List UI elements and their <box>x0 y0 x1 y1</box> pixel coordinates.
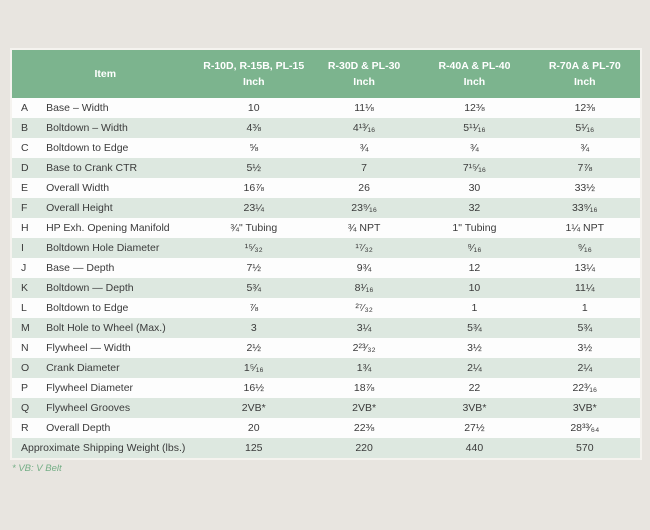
value-cell: 2VB* <box>309 398 419 418</box>
item-header-label: Item <box>94 67 117 80</box>
table-row <box>12 258 640 278</box>
value-cell: 23⁹⁄₁₆ <box>309 198 419 218</box>
table-row <box>12 178 640 198</box>
item-label: Boltdown – Width <box>42 118 198 138</box>
value-cell: 32 <box>419 198 529 218</box>
value-cell: 28³³⁄₆₄ <box>530 418 640 438</box>
value-cell: 1" Tubing <box>419 218 529 238</box>
row-letter: A <box>12 98 42 118</box>
table-row <box>12 358 640 378</box>
value-cell: 27½ <box>419 418 529 438</box>
table-row <box>12 138 640 158</box>
value-cell: 18⅞ <box>309 378 419 398</box>
value-cell: 5½ <box>199 158 309 178</box>
value-cell: 3VB* <box>530 398 640 418</box>
value-cell: 2VB* <box>199 398 309 418</box>
value-cell: 23¼ <box>199 198 309 218</box>
value-cell: 16½ <box>199 378 309 398</box>
value-cell: 5¹¹⁄₁₆ <box>419 118 529 138</box>
value-cell: 440 <box>419 438 529 458</box>
item-label: Boltdown — Depth <box>42 278 198 298</box>
table-row <box>12 198 640 218</box>
value-cell: 33½ <box>530 178 640 198</box>
value-cell: 1 <box>419 298 529 318</box>
item-label: Boltdown to Edge <box>42 138 198 158</box>
table-row <box>12 418 640 438</box>
item-label: Flywheel — Width <box>42 338 198 358</box>
value-cell: 30 <box>419 178 529 198</box>
summary-label: Approximate Shipping Weight (lbs.) <box>12 438 199 458</box>
value-cell: 22⅜ <box>309 418 419 438</box>
value-cell: 2¼ <box>530 358 640 378</box>
value-cell: ⅝ <box>199 138 309 158</box>
row-letter: C <box>12 138 42 158</box>
value-cell: 9¾ <box>309 258 419 278</box>
value-cell: 4⅜ <box>199 118 309 138</box>
value-cell: 16⅞ <box>199 178 309 198</box>
row-letter: P <box>12 378 42 398</box>
value-cell: ²⁷⁄₃₂ <box>309 298 419 318</box>
table-row <box>12 118 640 138</box>
row-letter: B <box>12 118 42 138</box>
column-header-r70a <box>530 50 640 98</box>
table-row <box>12 218 640 238</box>
item-label: Overall Width <box>42 178 198 198</box>
value-cell: 12⅜ <box>530 98 640 118</box>
value-cell: ¾ <box>419 138 529 158</box>
value-cell: 1⁵⁄₁₆ <box>199 358 309 378</box>
row-letter: L <box>12 298 42 318</box>
value-cell: 7 <box>309 158 419 178</box>
value-cell: ¾ NPT <box>309 218 419 238</box>
unit-label: Inch <box>242 76 265 88</box>
value-cell: 4¹³⁄₁₆ <box>309 118 419 138</box>
value-cell: 570 <box>530 438 640 458</box>
item-label: Crank Diameter <box>42 358 198 378</box>
value-cell: ¹⁵⁄₃₂ <box>199 238 309 258</box>
table-row <box>12 318 640 338</box>
item-label: Base – Width <box>42 98 198 118</box>
column-header-item <box>12 50 199 98</box>
table-body <box>12 98 640 458</box>
value-cell: 2¼ <box>419 358 529 378</box>
value-cell: 3VB* <box>419 398 529 418</box>
header-row <box>12 50 640 98</box>
table-row <box>12 278 640 298</box>
value-cell: 220 <box>309 438 419 458</box>
value-cell: 5¾ <box>199 278 309 298</box>
value-cell: 2½ <box>199 338 309 358</box>
value-cell: 5¹⁄₁₆ <box>530 118 640 138</box>
value-cell: ¾ <box>530 138 640 158</box>
item-label: Base to Crank CTR <box>42 158 198 178</box>
row-letter: R <box>12 418 42 438</box>
value-cell: 22³⁄₁₆ <box>530 378 640 398</box>
value-cell: 20 <box>199 418 309 438</box>
value-cell: 7⅞ <box>530 158 640 178</box>
value-cell: 8¹⁄₁₆ <box>309 278 419 298</box>
value-cell: 12 <box>419 258 529 278</box>
row-letter: O <box>12 358 42 378</box>
value-cell: ⁹⁄₁₆ <box>419 238 529 258</box>
value-cell: 22 <box>419 378 529 398</box>
table-row <box>12 378 640 398</box>
value-cell: 11⅛ <box>309 98 419 118</box>
value-cell: 1¾ <box>309 358 419 378</box>
model-label: R-70A & PL-70 <box>548 59 621 72</box>
value-cell: 33⁹⁄₁₆ <box>530 198 640 218</box>
column-header-r40a <box>419 50 529 98</box>
item-label: Boltdown Hole Diameter <box>42 238 198 258</box>
table-row <box>12 238 640 258</box>
model-label: R-30D & PL-30 <box>327 59 401 72</box>
table-row <box>12 98 640 118</box>
value-cell: 13¼ <box>530 258 640 278</box>
value-cell: ⁹⁄₁₆ <box>530 238 640 258</box>
item-label: Flywheel Grooves <box>42 398 198 418</box>
footnote: * VB: V Belt <box>12 463 62 474</box>
value-cell: ¹⁷⁄₃₂ <box>309 238 419 258</box>
unit-label: Inch <box>463 76 486 88</box>
value-cell: 5¾ <box>419 318 529 338</box>
value-cell: 10 <box>419 278 529 298</box>
value-cell: 1¼ NPT <box>530 218 640 238</box>
value-cell: 12⅜ <box>419 98 529 118</box>
table-row <box>12 398 640 418</box>
column-header-r10d <box>199 50 309 98</box>
table-row <box>12 158 640 178</box>
value-cell: 1 <box>530 298 640 318</box>
value-cell: 3½ <box>530 338 640 358</box>
value-cell: 10 <box>199 98 309 118</box>
item-label: Overall Depth <box>42 418 198 438</box>
row-letter: N <box>12 338 42 358</box>
item-label: HP Exh. Opening Manifold <box>42 218 198 238</box>
value-cell: ¾" Tubing <box>199 218 309 238</box>
value-cell: ¾ <box>309 138 419 158</box>
row-letter: E <box>12 178 42 198</box>
value-cell: ⅞ <box>199 298 309 318</box>
row-letter: H <box>12 218 42 238</box>
value-cell: 26 <box>309 178 419 198</box>
row-letter: F <box>12 198 42 218</box>
item-label: Flywheel Diameter <box>42 378 198 398</box>
item-label: Bolt Hole to Wheel (Max.) <box>42 318 198 338</box>
item-label: Overall Height <box>42 198 198 218</box>
value-cell: 3 <box>199 318 309 338</box>
value-cell: 3¼ <box>309 318 419 338</box>
item-label: Boltdown to Edge <box>42 298 198 318</box>
table-row <box>12 338 640 358</box>
value-cell: 3½ <box>419 338 529 358</box>
value-cell: 11¼ <box>530 278 640 298</box>
row-letter: J <box>12 258 42 278</box>
table-header <box>12 50 640 98</box>
model-label: R-10D, R-15B, PL-15 <box>203 59 305 72</box>
row-letter: Q <box>12 398 42 418</box>
spec-table <box>10 48 642 460</box>
row-letter: K <box>12 278 42 298</box>
dimension-table <box>12 50 640 458</box>
row-letter: I <box>12 238 42 258</box>
column-header-r30d <box>309 50 419 98</box>
value-cell: 2²³⁄₃₂ <box>309 338 419 358</box>
model-label: R-40A & PL-40 <box>438 59 511 72</box>
value-cell: 7¹⁵⁄₁₆ <box>419 158 529 178</box>
summary-row <box>12 438 640 458</box>
value-cell: 5¾ <box>530 318 640 338</box>
value-cell: 7½ <box>199 258 309 278</box>
unit-label: Inch <box>353 76 375 88</box>
item-label: Base — Depth <box>42 258 198 278</box>
unit-label: Inch <box>574 76 596 88</box>
table-row <box>12 298 640 318</box>
row-letter: M <box>12 318 42 338</box>
value-cell: 125 <box>199 438 309 458</box>
row-letter: D <box>12 158 42 178</box>
